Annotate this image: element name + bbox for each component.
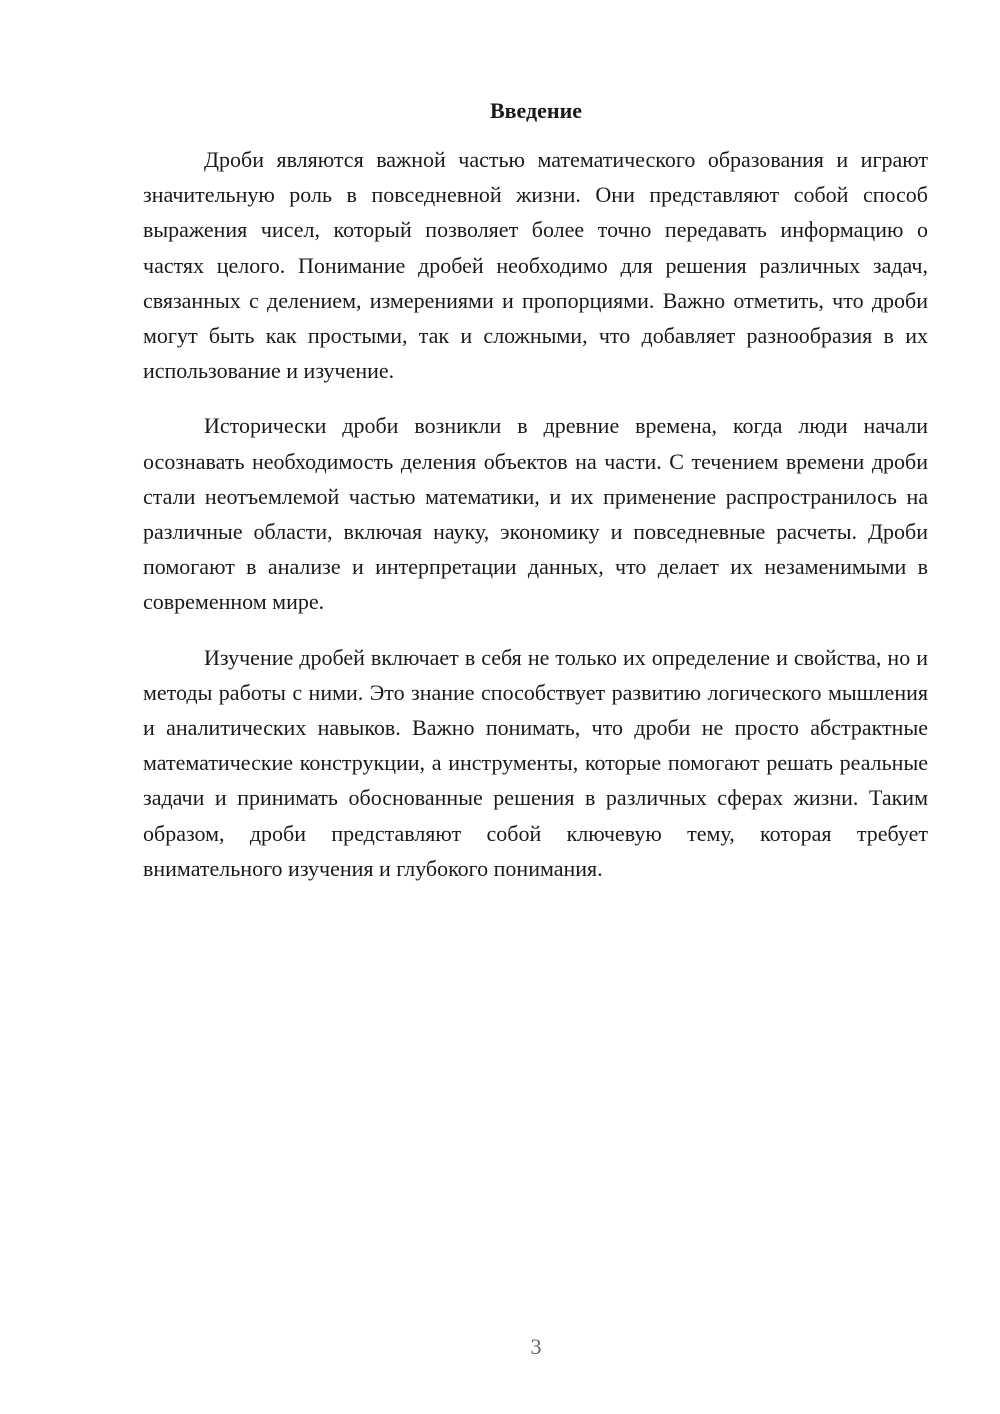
paragraph-3: Изучение дробей включает в себя не только их определение и свойства, но и методы работы с ними. Это знание способствует развитию логического мышления и аналитических навыков. Важно понимать, что дроби не просто абстрактные математические конструкции, а инструменты, которые помогают решать реальные задачи и принимать обоснованные решения в различных сферах жизни. Таким образом, дроби представляют собой ключевую тему, которая требует внимательного изучения и глубокого понимания. [143, 644, 928, 881]
paragraph-2: Исторически дроби возникли в древние времена, когда люди начали осознавать необходимость деления объектов на части. С течением времени дроби стали неотъемлемой частью математики, и их применение распространилось на различные области, включая науку, экономику и повседневные расчеты. Дроби помогают в анализе и интерпретации данных, что делает их незаменимыми в современном мире. [143, 413, 928, 615]
page-number: 3 [530, 1334, 542, 1359]
paragraph-1: Дроби являются важной частью математического образования и играют значительную роль в повседневной жизни. Они представляют собой способ выражения чисел, который позволяет более точно передавать информацию о частях целого. Понимание дробей необходимо для решения различных задач, связанных с делением, измерениями и пропорциями. Важно отметить, что дроби могут быть как простыми, так и сложными, что добавляет разнообразия в их использование и изучение. [143, 147, 928, 384]
section-heading: Введение [489, 98, 583, 123]
body-text [143, 142, 928, 906]
